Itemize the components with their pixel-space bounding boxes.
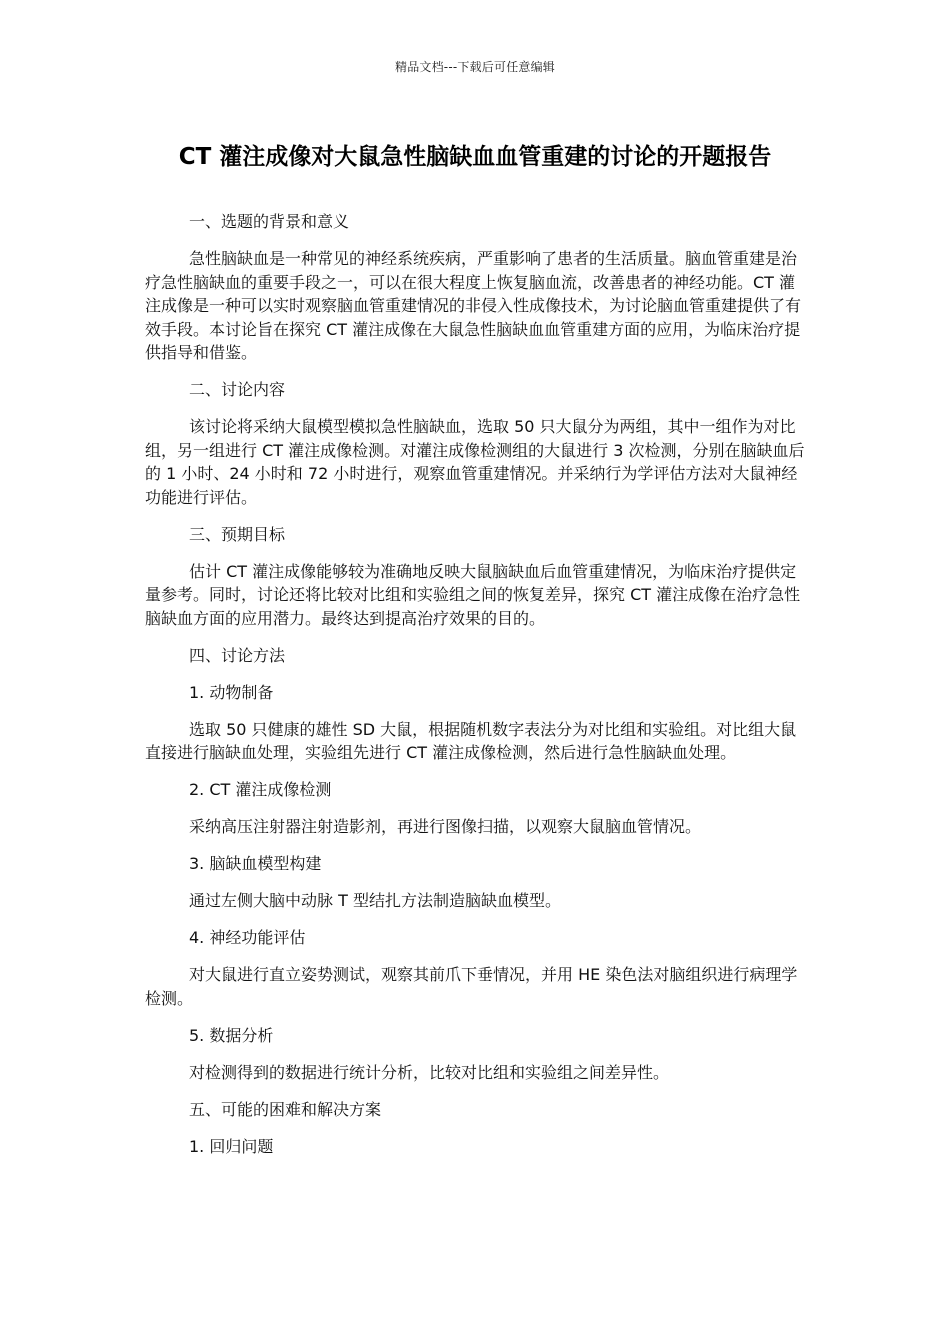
- paragraph-ischemia-model: 通过左侧大脑中动脉 T 型结扎方法制造脑缺血模型。: [189, 891, 561, 910]
- paragraph-data-analysis: 对检测得到的数据进行统计分析，比较对比组和实验组之间差异性。: [189, 1062, 670, 1082]
- paragraph-background: 急性脑缺血是一种常见的神经系统疾病，严重影响了患者的生活质量。脑血管重建是治疗急性脑缺血的重要手段之一，可以在很大程度上恢复脑血流，改善患者的神经功能。CT 灌注成像是一种可以实时观察脑血管重建情况的非侵入性成像技术，为讨论脑血管重建提供了有效手段。本讨论旨在探究 CT 灌注成像在大鼠急性脑缺血血管重建方面的应用，为临床治疗提供指导和借鉴。: [145, 249, 802, 362]
- subheading-ischemia-model: 3. 脑缺血模型构建: [189, 854, 322, 873]
- section-heading-difficulties: 五、可能的困难和解决方案: [189, 1099, 382, 1119]
- subheading-ct-detection: 2. CT 灌注成像检测: [189, 780, 332, 799]
- paragraph-ct-detection: 采纳高压注射器注射造影剂，再进行图像扫描，以观察大鼠脑血管情况。: [189, 817, 702, 836]
- subheading-regression: 1. 回归问题: [189, 1136, 274, 1156]
- subheading-animal-prep: 1. 动物制备: [189, 682, 274, 702]
- paragraph-animal-prep: 选取 50 只健康的雄性 SD 大鼠，根据随机数字表法分为对比组和实验组。对比组大鼠直接进行脑缺血处理，实验组先进行 CT 灌注成像检测，然后进行急性脑缺血处理。: [145, 719, 797, 762]
- section-heading-goals: 三、预期目标: [189, 524, 286, 544]
- paragraph-goals: 估计 CT 灌注成像能够较为准确地反映大鼠脑缺血后血管重建情况，为临床治疗提供定量参考。同时，讨论还将比较对比组和实验组之间的恢复差异，探究 CT 灌注成像在治疗急性脑缺血方面的应用潜力。最终达到提高治疗效果的目的。: [145, 561, 801, 628]
- section-heading-background: 一、选题的背景和意义: [189, 212, 350, 231]
- header-note: 精品文档---下载后可任意编辑: [395, 60, 555, 74]
- section-heading-methods: 四、讨论方法: [189, 645, 286, 665]
- paragraph-neuro-assessment: 对大鼠进行直立姿势测试，观察其前爪下垂情况，并用 HE 染色法对脑组织进行病理学检测。: [145, 965, 798, 1008]
- section-heading-content: 二、讨论内容: [189, 380, 286, 399]
- subheading-neuro-assessment: 4. 神经功能评估: [189, 928, 306, 947]
- document-title: CT 灌注成像对大鼠急性脑缺血血管重建的讨论的开题报告: [178, 144, 772, 170]
- paragraph-content: 该讨论将采纳大鼠模型模拟急性脑缺血，选取 50 只大鼠分为两组，其中一组作为对比组，另一组进行 CT 灌注成像检测。对灌注成像检测组的大鼠进行 3 次检测，分别在脑缺血后的 1 小时、24 小时和 72 小时进行，观察血管重建情况。并采纳行为学评估方法对大鼠神经功能进行评估。: [145, 417, 805, 507]
- document-body: [145, 210, 807, 1172]
- subheading-data-analysis: 5. 数据分析: [189, 1025, 274, 1045]
